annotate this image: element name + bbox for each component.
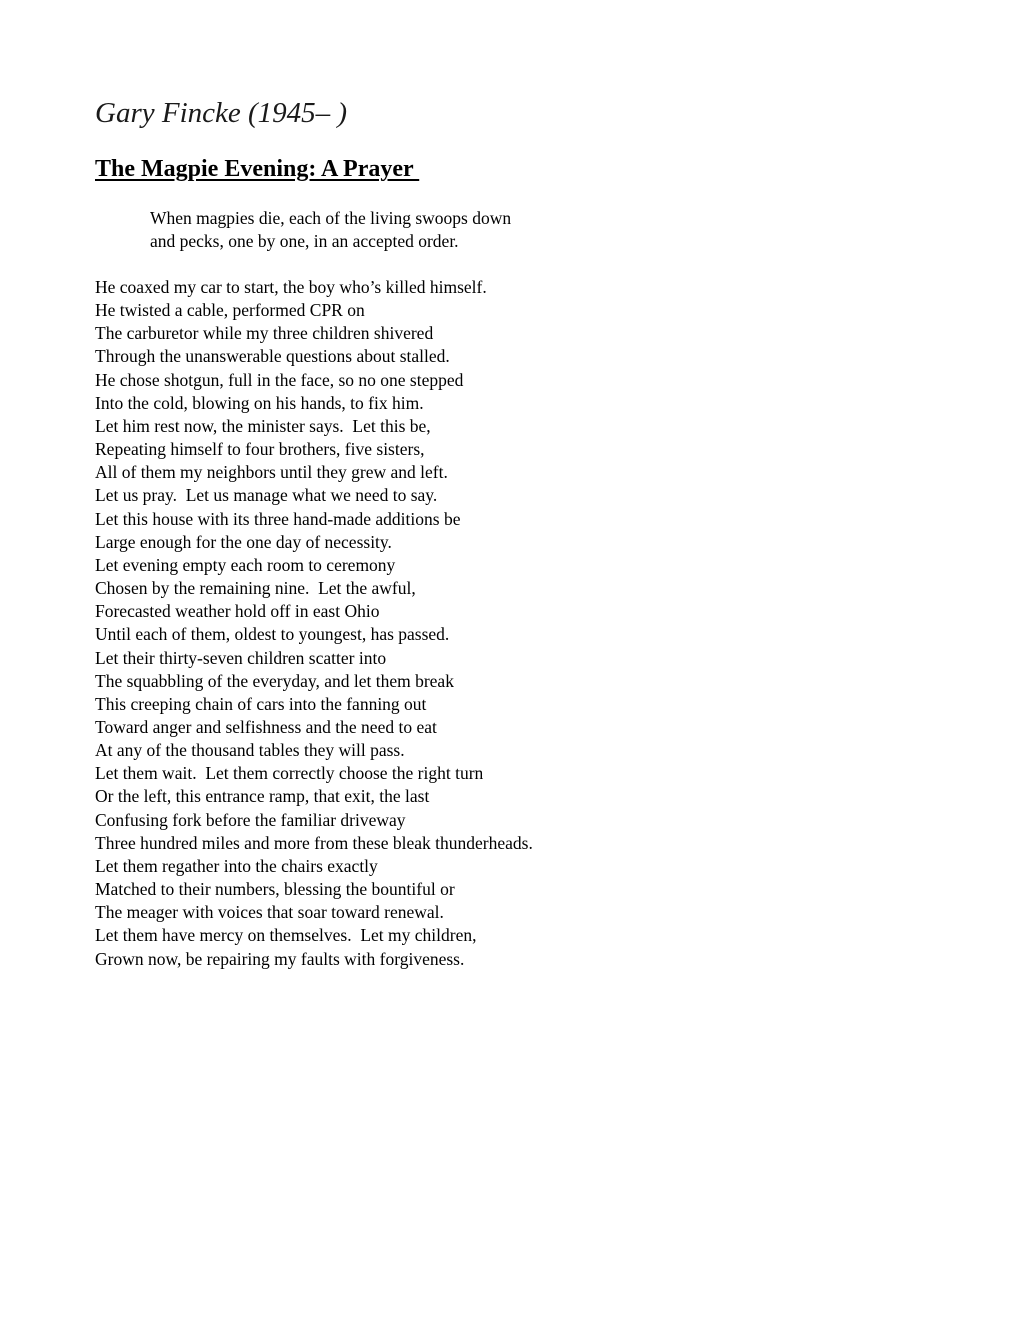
poem-line: Let evening empty each room to ceremony — [95, 554, 396, 575]
poem-line: This creeping chain of cars into the fanning out — [95, 693, 427, 714]
poem-line: Repeating himself to four brothers, five sisters, — [95, 439, 425, 460]
poem-line: Let them regather into the chairs exactly — [95, 855, 378, 876]
poem-line: Let this house with its three hand-made additions be — [95, 508, 461, 529]
poem-line: The squabbling of the everyday, and let them break — [95, 670, 454, 691]
epigraph-line: When magpies die, each of the living swoops down — [150, 208, 512, 228]
author-heading: Gary Fincke (1945– ) — [95, 97, 348, 129]
poem-title: The Magpie Evening: A Prayer — [95, 156, 420, 182]
poem-line: Let us pray. Let us manage what we need to say. — [95, 485, 438, 506]
poem-line: He chose shotgun, full in the face, so no one stepped — [95, 369, 464, 390]
poem-line: Large enough for the one day of necessity. — [95, 531, 392, 552]
poem-line: Or the left, this entrance ramp, that exit, the last — [95, 786, 430, 807]
poem-line: Until each of them, oldest to youngest, has passed. — [95, 624, 450, 645]
poem-line: Toward anger and selfishness and the need to eat — [95, 716, 437, 737]
poem-line: Let their thirty-seven children scatter into — [95, 647, 387, 668]
poem-line: The carburetor while my three children shivered — [95, 323, 434, 344]
poem-line: All of them my neighbors until they grew and left. — [95, 462, 448, 483]
poem-body — [95, 276, 533, 971]
poem-line: Chosen by the remaining nine. Let the awful, — [95, 578, 416, 599]
poem-line: Confusing fork before the familiar driveway — [95, 809, 406, 830]
poem-line: Grown now, be repairing my faults with forgiveness. — [95, 948, 465, 969]
poem-line: He twisted a cable, performed CPR on — [95, 300, 365, 321]
poem-line: Through the unanswerable questions about stalled. — [95, 346, 450, 367]
poem-line: He coaxed my car to start, the boy who’s killed himself. — [95, 277, 487, 297]
poem-line: Matched to their numbers, blessing the bountiful or — [95, 879, 455, 900]
poem-line: The meager with voices that soar toward renewal. — [95, 902, 444, 923]
poem-line: At any of the thousand tables they will pass. — [95, 740, 405, 761]
poem-line: Let him rest now, the minister says. Let this be, — [95, 415, 431, 436]
poem-line: Into the cold, blowing on his hands, to fix him. — [95, 392, 424, 413]
epigraph — [150, 207, 511, 253]
poem-line: Three hundred miles and more from these bleak thunderheads. — [95, 832, 533, 853]
epigraph-line: and pecks, one by one, in an accepted order. — [150, 231, 459, 252]
poem-line: Forecasted weather hold off in east Ohio — [95, 601, 380, 622]
poem-line: Let them wait. Let them correctly choose the right turn — [95, 763, 484, 784]
poem-line: Let them have mercy on themselves. Let my children, — [95, 925, 477, 946]
